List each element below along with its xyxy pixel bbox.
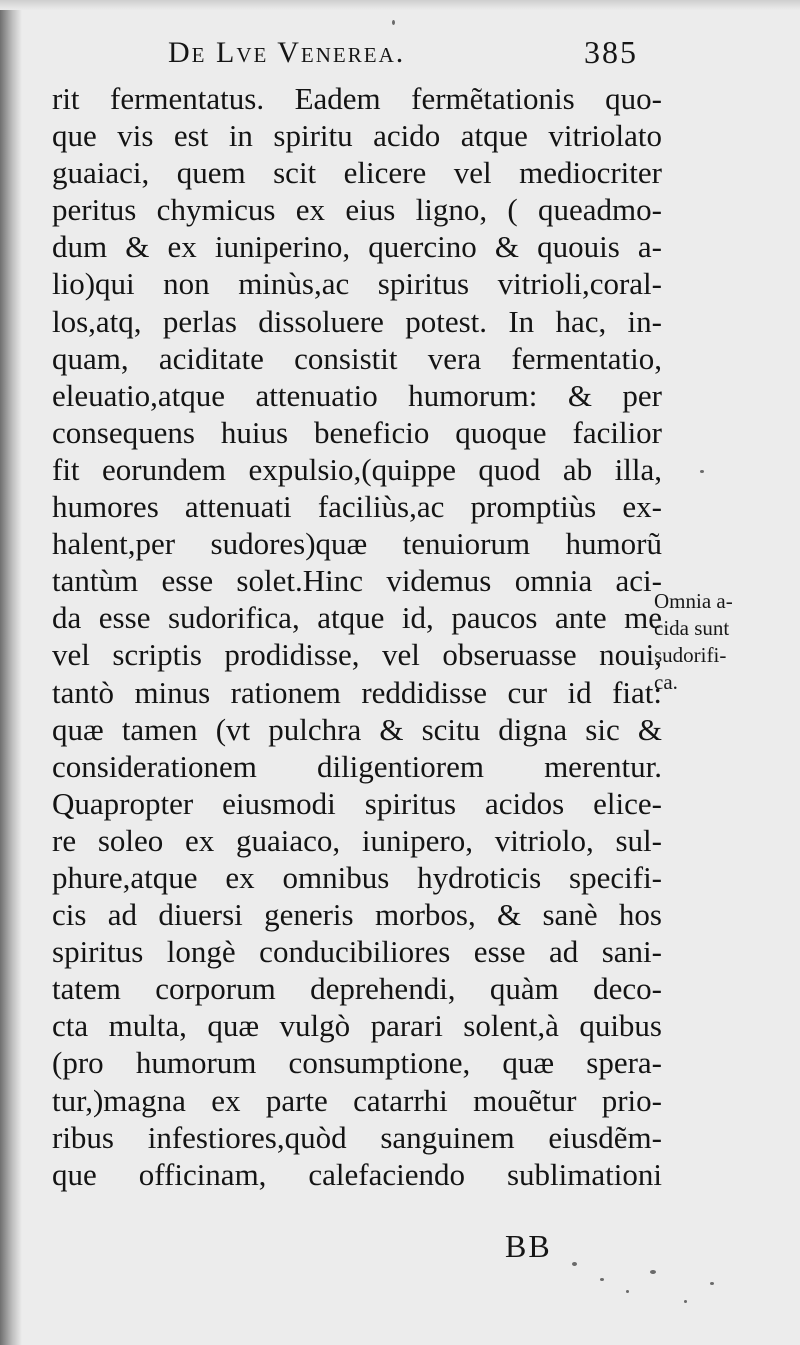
marginal-note-line: Omnia a-	[654, 589, 733, 613]
text-line: guaiaci, quem scit elicere vel mediocriter	[52, 155, 662, 191]
text-line: considerationem diligentiorem merentur.	[52, 748, 662, 784]
text-line: peritus chymicus ex eius ligno, ( queadmo-	[52, 192, 662, 228]
text-line: tur,)magna ex parte catarrhi mouẽtur prio-	[52, 1082, 662, 1118]
page-top-edge	[0, 0, 800, 10]
text-line: quam, aciditate consistit vera fermentatio,	[52, 340, 662, 376]
text-line: quæ tamen (vt pulchra & scitu digna sic &	[52, 711, 662, 747]
text-line: ribus infestiores,quòd sanguinem eiusdẽm-	[52, 1119, 662, 1155]
text-line: los,atq, perlas dissoluere potest. In hac, in-	[52, 303, 662, 339]
text-line: cta multa, quæ vulgò parari solent,à quibus	[52, 1008, 662, 1044]
text-line: phure,atque ex omnibus hydroticis specifi-	[52, 859, 662, 895]
signature-mark: BB	[505, 1228, 552, 1264]
text-line: lio)qui non minùs,ac spiritus vitrioli,coral-	[52, 266, 662, 302]
text-line: consequens huius beneficio quoque facilior	[52, 414, 662, 450]
marginal-note-line: cida sunt	[654, 616, 730, 640]
main-text-block	[52, 80, 662, 1193]
text-line: da esse sudorifica, atque id, paucos ante me	[52, 600, 662, 636]
text-line: dum & ex iuniperino, quercino & quouis a-	[52, 229, 662, 265]
marginal-note	[654, 588, 774, 696]
page-number: 385	[584, 34, 638, 70]
page-header	[168, 36, 638, 76]
text-line: humores attenuati faciliùs,ac promptiùs ex-	[52, 489, 662, 525]
text-line: cis ad diuersi generis morbos, & sanè hos	[52, 897, 662, 933]
marginal-note-line: ca.	[654, 670, 678, 694]
text-line: halent,per sudores)quæ tenuiorum humorũ	[52, 526, 662, 562]
marginal-note-line: sudorifi-	[654, 643, 727, 667]
text-line: que officinam, calefaciendo sublimationi	[52, 1156, 662, 1192]
running-title: De Lve Venerea.	[168, 36, 406, 69]
text-line: tantò minus rationem reddidisse cur id fiat:	[52, 674, 662, 710]
text-line: spiritus longè conducibiliores esse ad sani-	[52, 934, 662, 970]
text-line: vel scriptis prodidisse, vel obseruasse noui,	[52, 637, 662, 673]
text-line: Quapropter eiusmodi spiritus acidos elice-	[52, 785, 662, 821]
text-line: tantùm esse solet.Hinc videmus omnia aci-	[52, 563, 662, 599]
text-line: tatem corporum deprehendi, quàm deco-	[52, 971, 662, 1007]
text-line: re soleo ex guaiaco, iunipero, vitriolo, sul-	[52, 822, 662, 858]
text-line: que vis est in spiritu acido atque vitriolato	[52, 118, 662, 154]
text-line: eleuatio,atque attenuatio humorum: & per	[52, 377, 662, 413]
text-line: rit fermentatus. Eadem fermẽtationis quo-	[52, 81, 662, 116]
text-line: (pro humorum consumptione, quæ spera-	[52, 1045, 662, 1081]
page-gutter-shadow	[0, 0, 22, 1345]
text-line: fit eorundem expulsio,(quippe quod ab illa,	[52, 451, 662, 487]
